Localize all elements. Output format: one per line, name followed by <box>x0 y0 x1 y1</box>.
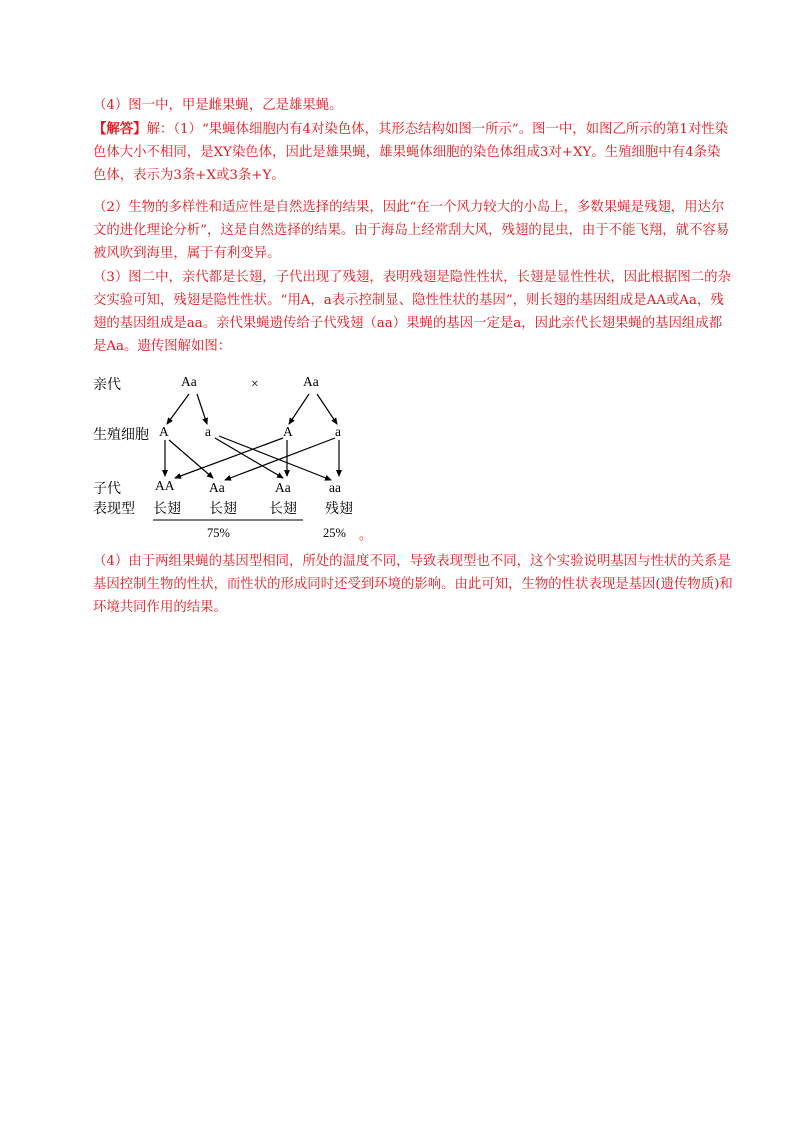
row-label-parent: 亲代 <box>93 377 121 393</box>
phenotype-long-3: 长翅 <box>269 501 297 517</box>
solution-part-1 <box>93 118 733 187</box>
ratio-long-wing: 75% <box>207 526 230 540</box>
offspring-aa: aa <box>329 480 341 495</box>
arrow-parent-right-to-a <box>317 394 337 424</box>
phenotype-short: 残翅 <box>325 501 353 517</box>
solution-part-3: （3）图二中，亲代都是长翅，子代出现了残翅，表明残翅是隐性性状，长翅是显性性状，因此根据图二的杂交实验可知，残翅是隐性性状。“用A，a表示控制显、隐性性状的基因”，则长翅的基因组成是AA或Aa，残翅的基因组成是aa。亲代果蝇遗传给子代残翅（aa）果蝇的基因一定是a，因此亲代长翅果蝇的基因组成都是Aa。遗传图解如图： <box>93 270 731 354</box>
offspring-AA: AA <box>155 478 175 493</box>
row-label-phenotype: 表现型 <box>93 501 135 517</box>
gamete-A-left: A <box>159 424 169 439</box>
ratio-short-wing: 25% <box>323 526 346 540</box>
offspring-Aa-2: Aa <box>275 480 291 495</box>
answer-part-4-intro: （4）图一中，甲是雌果蝇，乙是雄果蝇。 <box>93 98 343 113</box>
arrow-parent-left-to-a <box>197 394 207 424</box>
gamete-A-right: A <box>283 424 293 439</box>
gamete-a-right: a <box>335 424 341 439</box>
inheritance-diagram <box>93 372 383 544</box>
solution-tag: 【解答】 <box>93 121 147 137</box>
parent-left-genotype: Aa <box>181 374 197 389</box>
gamete-a-left: a <box>205 424 211 439</box>
offspring-Aa-1: Aa <box>209 480 225 495</box>
phenotype-long-1: 长翅 <box>153 501 181 517</box>
parent-right-genotype: Aa <box>303 374 319 389</box>
trailing-period: 。 <box>359 528 373 543</box>
solution-part-1-text: 解：（1）“果蝇体细胞内有4对染色体，其形态结构如图一所示”。图一中，如图乙所示的第1对性染色体大小不相同，是XY染色体，因此是雄果蝇，雄果蝇体细胞的染色体组成3对+XY。生殖细胞中有4条染色体，表示为3条+X或3条+Y。 <box>93 122 729 183</box>
arrow-A-to-AA-right <box>175 438 283 478</box>
arrow-parent-right-to-A <box>289 394 309 424</box>
inheritance-arrows <box>93 372 383 544</box>
solution-part-2: （2）生物的多样性和适应性是自然选择的结果，因此“在一个风力较大的小岛上，多数果蝇是残翅，用达尔文的进化理论分析”，这是自然选择的结果。由于海岛上经常刮大风，残翅的昆虫，由于不能飞翔，就不容易被风吹到海里，属于有利变异。 <box>93 200 730 261</box>
arrow-a-to-Aa-3 <box>215 438 283 478</box>
phenotype-long-2: 长翅 <box>209 501 237 517</box>
arrow-parent-left-to-A <box>167 394 189 424</box>
cross-symbol: × <box>251 376 259 391</box>
solution-part-4: （4）由于两组果蝇的基因型相同，所处的温度不同，导致表现型也不同，这个实验说明基因与性状的关系是基因控制生物的性状，而性状的形成同时还受到环境的影响。由此可知，生物的性状表现是基因(遗传物质)和环境共同作用的结果。 <box>93 554 733 615</box>
row-label-gamete: 生殖细胞 <box>93 427 149 443</box>
row-label-offspring: 子代 <box>93 481 121 497</box>
